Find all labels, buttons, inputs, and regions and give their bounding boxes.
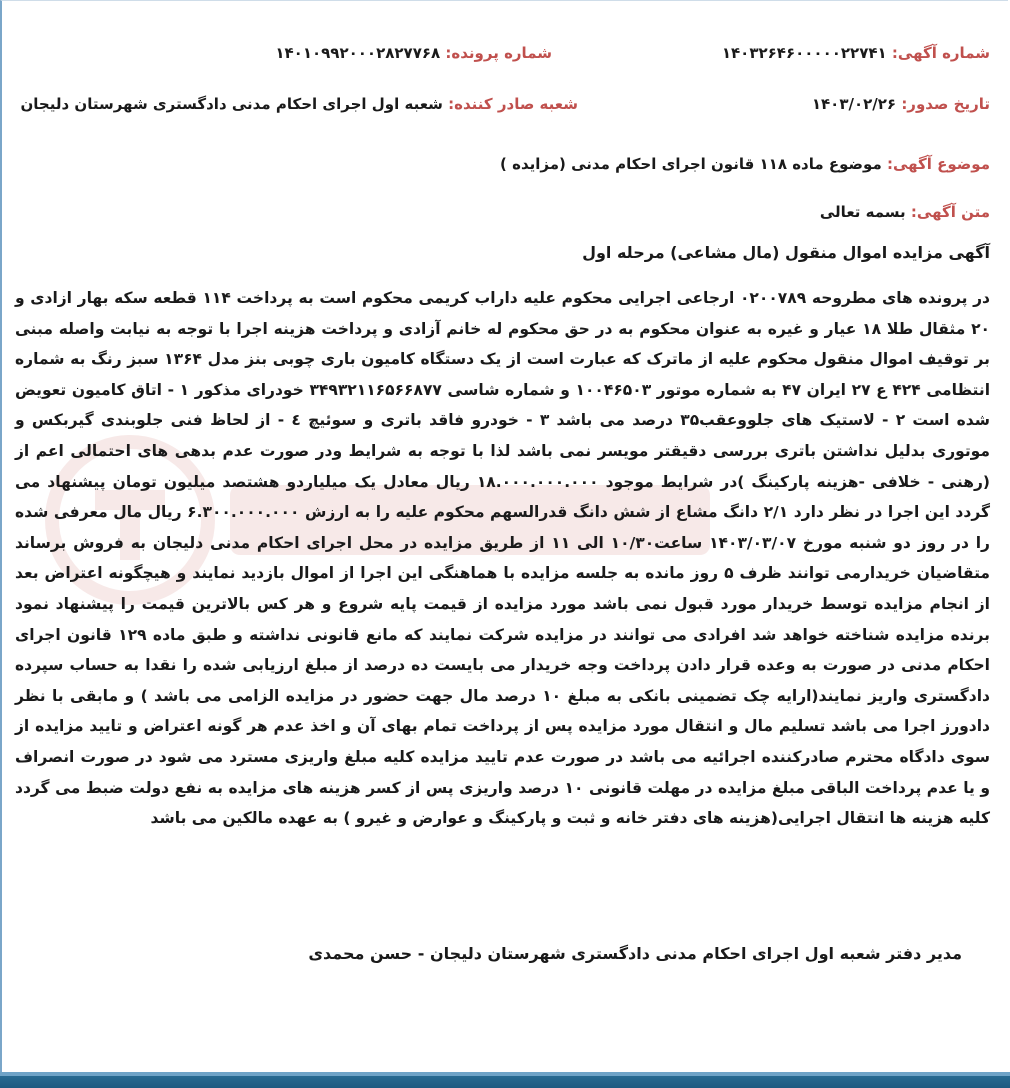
- file-number-value: ۱۴۰۱۰۹۹۲۰۰۰۲۸۲۷۷۶۸: [275, 44, 441, 62]
- issuer-row: [20, 95, 578, 113]
- issuer-value: شعبه اول اجرای احکام مدنی دادگستری شهرستان دلیجان: [20, 95, 443, 113]
- issue-date-row: [812, 95, 990, 113]
- subject-row: [500, 155, 990, 173]
- notice-number-label: شماره آگهی:: [891, 44, 990, 62]
- issuer-label: شعبه صادر کننده:: [448, 95, 578, 113]
- notice-heading: آگهی مزایده اموال منقول (مال مشاعی) مرحله اول: [582, 243, 990, 262]
- file-number-label: شماره پرونده:: [445, 44, 552, 62]
- file-number-row: [275, 44, 552, 62]
- bottom-bar: [0, 1072, 1010, 1088]
- text-label: متن آگهی:: [910, 203, 990, 221]
- signature: مدیر دفتر شعبه اول اجرای احکام مدنی دادگستری شهرستان دلیجان - حسن محمدی: [308, 944, 962, 963]
- subject-value: موضوع ماده ۱۱۸ قانون اجرای احکام مدنی (مزایده ): [500, 155, 882, 173]
- notice-body: در پرونده های مطروحه ۰۲۰۰۷۸۹ ارجاعی اجرایی محکوم علیه داراب کریمی محکوم است به پرداخت ۱۱۴ قطعه سکه بهار ازادی و ۲۰ مثقال طلا ۱۸ عیار و غیره به عنوان محکوم به در حق محکوم له خانم آزادی و پرداخت هزینه اجرا با توجه به نیابت واصله مبنی بر توقیف اموال منقول محکوم علیه از ماترک که عبارت است از یک دستگاه کامیون باری چوبی بنز مدل ۱۳۶۴ سبز رنگ به شماره انتظامی ۴۲۴ ع ۲۷ ایران ۴۷ به شماره موتور ۱۰۰۴۶۵۰۳ و شماره شاسی ۳۴۹۳۲۱۱۶۵۶۶۸۷۷ خودرای مذکور ۱ - اتاق کامیون تعویض شده است ۲ - لاستیک های جلووعقب۳۵ درصد می باشد ۳ - خودرو فاقد باتری و سوئیچ ٤ - از لحاظ فنی جلوبندی گیربکس و موتوری بدلیل نداشتن باتری بررسی دقیقتر مویسر نمی باشد لذا با توجه به شرایط ودر صورت عدم بدهی های احتمالی اعم از (رهنی - خلافی -هزینه پارکینگ )در شرایط موجود ۱۸.۰۰۰.۰۰۰.۰۰۰ ریال معادل یک میلیاردو هشتصد میلیون تومان پیشنهاد می گردد این اجرا در نظر دارد ۲/۱ دانگ مشاع از شش دانگ قدرالسهم محکوم علیه را به ارزش ۶.۳۰۰.۰۰۰.۰۰۰ ریال مال معرفی شده را در روز دو شنبه مورخ ۱۴۰۳/۰۳/۰۷ ساعت۱۰/۳۰ الی ۱۱ از طریق مزایده در محل اجرای احکام مدنی دلیجان به فروش برساند متقاضیان خریدارمی توانند ظرف ۵ روز مانده به جلسه مزایده با هماهنگی این اجرا از اموال بازدید نمایند و هیچگونه اعتراض بعد از انجام مزایده توسط خریدار مورد قبول نمی باشد مورد مزایده از قیمت پایه شروع و هر کس بالاترین قیمت را پیشنهاد نمود برنده مزایده شناخته خواهد شد افرادی می توانند در مزایده شرکت نمایند که مانع قانونی نداشته و طبق ماده ۱۲۹ قانون اجرای احکام مدنی در صورت به وعده قرار دادن پرداخت وجه خریدار می بایست ده درصد از مبلغ ارزیابی شده را نقدا به حساب سپرده دادگستری واریز نمایند(ارایه چک تضمینی بانکی به مبلغ ۱۰ درصد مال جهت حضور در مزایده الزامی می باشد ) و مابقی با نظر دادورز اجرا می باشد تسلیم مال و انتقال مورد مزایده پس از پرداخت تمام بهای آن و اخذ عدم هر گونه اعتراض و تایید مزایده از سوی دادگاه محترم صادرکننده اجرائیه می باشد در صورت عدم تایید مزایده کلیه مبلغ واریزی مسترد می شود در صورت انصراف و یا عدم پرداخت الباقی مبلغ مزایده در مهلت قانونی ۱۰ درصد واریزی پس از کسر هزینه های مزایده به نفع دولت ضبط می گردد کلیه هزینه ها انتقال اجرایی(هزینه های دفتر خانه و ثبت و پارکینگ و عوارض و غیرو ) به عهده مالکین می باشد: [15, 289, 991, 828]
- text-value: بسمه تعالی: [819, 203, 906, 221]
- issue-date-value: ۱۴۰۳/۰۲/۲۶: [811, 95, 897, 113]
- subject-label: موضوع آگهی:: [886, 155, 990, 173]
- notice-number-row: [722, 44, 990, 62]
- notice-number-value: ۱۴۰۳۲۶۴۶۰۰۰۰۰۲۲۷۴۱: [721, 44, 887, 62]
- text-row: [820, 203, 990, 221]
- issue-date-label: تاریخ صدور:: [901, 95, 990, 113]
